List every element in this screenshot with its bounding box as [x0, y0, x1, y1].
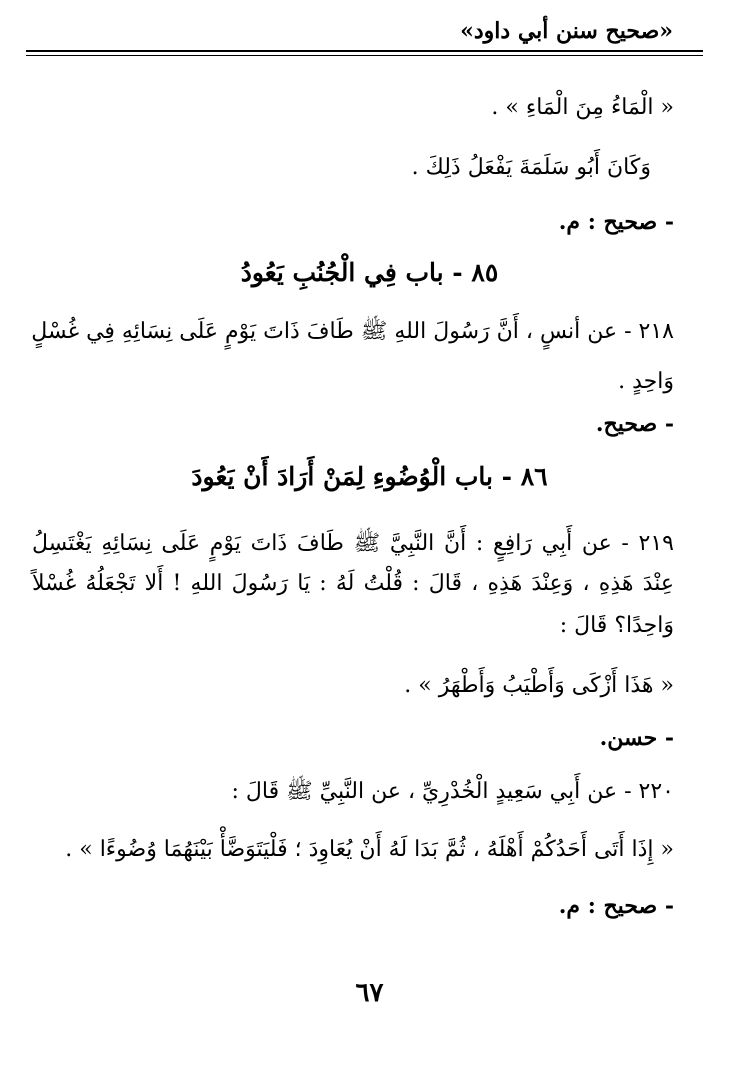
grading-line: - صحيح : م. — [558, 209, 674, 235]
running-header-title: «صحيح سنن أبي داود» — [460, 18, 673, 44]
header-rule-thin — [26, 55, 703, 56]
chapter-heading-86: ٨٦ - باب الْوُضُوءِ لِمَنْ أَرَادَ أَنْ يَعُودَ — [191, 462, 548, 491]
grading-line: - صحيح : م. — [558, 893, 674, 919]
hadith-220-text: « إِذَا أَتَى أَحَدُكُمْ أَهْلَهُ ، ثُمَّ بَدَا لَهُ أَنْ يُعَاوِدَ ؛ فَلْيَتَوَضَّأْ بَيْنَهُمَا وُضُوءًا » . — [65, 837, 674, 862]
hadith-text-line: « الْمَاءُ مِنَ الْمَاءِ » . — [491, 95, 674, 120]
page-number: ٦٧ — [355, 978, 384, 1008]
chapter-heading-85: ٨٥ - باب فِي الْجُنُبِ يَعُودُ — [240, 258, 499, 287]
hadith-219-line-2: عِنْدَ هَذِهِ ، وَعِنْدَ هَذِهِ ، قَالَ : قُلْتُ لَهُ : يَا رَسُولَ اللهِ ! أَلا تَجْعَلُهُ غُسْلاً — [32, 571, 674, 596]
header-rule — [26, 50, 703, 52]
hadith-218-line-1: ٢١٨ - عن أنسٍ ، أَنَّ رَسُولَ اللهِ ﷺ طَافَ ذَاتَ يَوْمٍ عَلَى نِسَائِهِ فِي غُسْلٍ — [31, 319, 674, 344]
hadith-218-line-2: وَاحِدٍ . — [618, 369, 674, 394]
hadith-220-line-1: ٢٢٠ - عن أَبِي سَعِيدٍ الْخُدْرِيِّ ، عن النَّبِيِّ ﷺ قَالَ : — [231, 779, 674, 804]
hadith-219-line-3: وَاحِدًا؟ قَالَ : — [559, 613, 674, 638]
grading-line: - صحيح. — [595, 411, 674, 437]
grading-line: - حسن. — [599, 725, 674, 751]
narration-line: وَكَانَ أَبُو سَلَمَةَ يَفْعَلُ ذَلِكَ . — [411, 155, 651, 180]
hadith-219-text: « هَذَا أَزْكَى وَأَطْيَبُ وَأَطْهَرُ » . — [404, 673, 674, 698]
hadith-219-line-1: ٢١٩ - عن أَبِي رَافِعٍ : أَنَّ النَّبِيَّ ﷺ طَافَ ذَاتَ يَوْمٍ عَلَى نِسَائِهِ يَغْتَسِلُ — [32, 531, 674, 556]
